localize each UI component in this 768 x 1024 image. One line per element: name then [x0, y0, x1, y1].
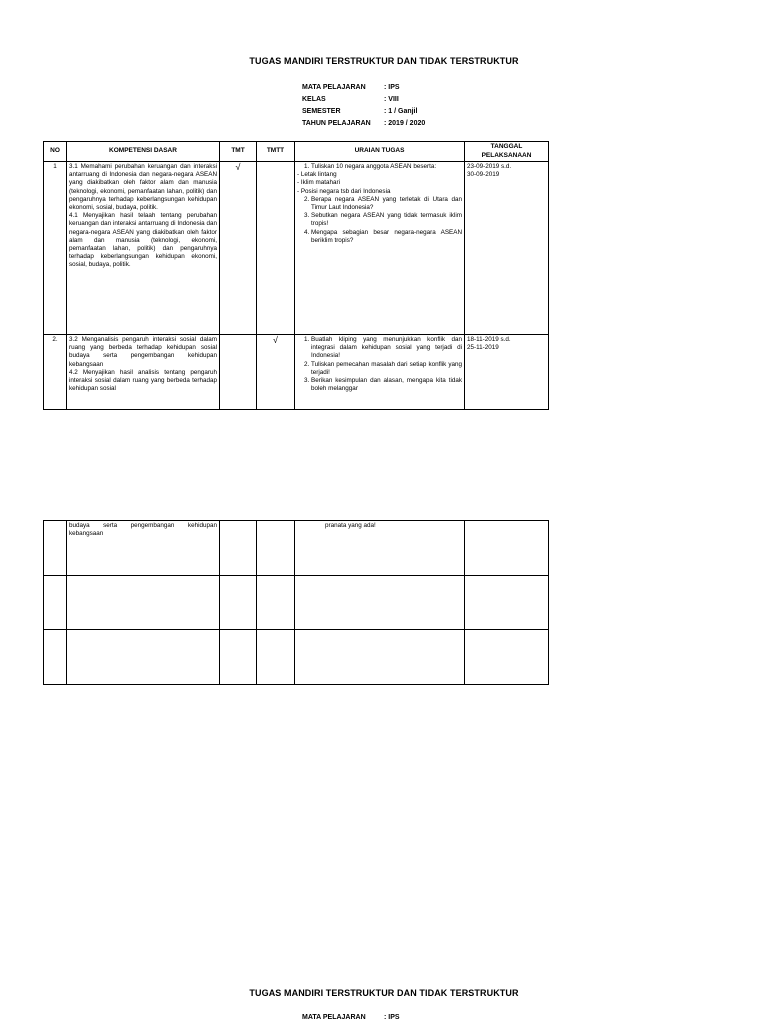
header-no: NO — [44, 142, 67, 162]
tmt-cell — [220, 335, 257, 410]
row-number — [44, 576, 67, 630]
kompetensi-dasar-cell — [67, 335, 220, 410]
table-row — [44, 630, 549, 685]
tmt-cell — [220, 162, 257, 335]
task-item — [300, 163, 462, 196]
kd-text: 4.2 Menyajikan hasil analisis tentang pengaruh interaksi sosial dalam ruang yang berbeda terhadap kehidupan sosial — [69, 368, 217, 393]
date-end: 30-09-2019 — [467, 171, 500, 179]
kd-text: 3.2 Menganalisis pengaruh interaksi sosial dalam ruang yang berbeda terhadap kehidupan sosial budaya serta pengembangan kehidupan kebangsaan — [69, 336, 217, 368]
tmt-cell — [220, 630, 257, 685]
table-row — [44, 162, 549, 335]
date-start: 23-09-2019 s.d. — [467, 163, 512, 170]
kd-text: 4.1 Menyajikan hasil telaah tentang perubahan keruangan dan interaksi antarruang di Indonesia dan negara-negara ASEAN yang diakibatkan oleh faktor alam dan manusia (teknologi, ekonomi, pemanfaatan lahan, politik) dan pengaruhnya terhadap keberlangsungan kehidupan ekonomi, sosial, budaya, politik. — [69, 212, 217, 269]
task-item: 2. Tuliskan pemecahan masalah dari setiap konflik yang terjadi! — [311, 361, 462, 377]
meta-row-year — [302, 118, 425, 130]
task-text: Tuliskan 10 negara anggota ASEAN beserta: — [311, 163, 437, 170]
meta-value: : IPS — [384, 84, 400, 91]
continuation-table — [43, 520, 549, 685]
task-item: 1. Buatlah kliping yang menunjukkan konflik dan integrasi dalam kehidupan sosial yang terjadi di Indonesia! — [311, 336, 462, 361]
header-uraian-tugas: URAIAN TUGAS — [295, 142, 465, 162]
uraian-tugas-cell — [295, 162, 465, 335]
task-item: 2. Berapa negara ASEAN yang terletak di Utara dan Timur Laut Indonesia? — [311, 196, 462, 212]
meta-value: : 1 / Ganjil — [384, 108, 418, 115]
tmtt-cell — [257, 162, 295, 335]
tanggal-cell — [465, 521, 549, 576]
header-tanggal: TANGGAL PELAKSANAAN — [465, 142, 549, 162]
tmt-cell — [220, 521, 257, 576]
meta-key: MATA PELAJARAN — [302, 84, 366, 91]
row-number — [44, 521, 67, 576]
meta-key: KELAS — [302, 96, 326, 103]
row-number: 2. — [44, 335, 67, 410]
meta-key: TAHUN PELAJARAN — [302, 120, 371, 127]
table-row — [44, 521, 549, 576]
sub-item: - Letak lintang — [297, 171, 462, 179]
meta-value: : VIII — [384, 96, 399, 103]
meta-row-subject — [302, 82, 425, 94]
header-tmt: TMT — [220, 142, 257, 162]
page2-metadata-block — [302, 1012, 400, 1024]
table-row — [44, 335, 549, 410]
meta-key: MATA PELAJARAN — [302, 1014, 366, 1021]
sub-item: - Iklim matahari — [297, 179, 462, 187]
task-item: 4. Mengapa sebagian besar negara-negara ASEAN beriklim tropis? — [311, 229, 462, 245]
check-mark-icon: √ — [235, 162, 241, 172]
tmtt-cell — [257, 576, 295, 630]
tmt-cell — [220, 576, 257, 630]
meta-key: SEMESTER — [302, 108, 341, 115]
meta-row-subject — [302, 1012, 400, 1024]
uraian-tugas-cell — [295, 630, 465, 685]
task-item: 3. Sebutkan negara ASEAN yang tidak termasuk iklim tropis! — [311, 212, 462, 228]
meta-row-semester — [302, 106, 425, 118]
tanggal-cell — [465, 576, 549, 630]
row-number: 1 — [44, 162, 67, 335]
tmtt-cell — [257, 521, 295, 576]
table-row — [44, 576, 549, 630]
tanggal-cell — [465, 335, 549, 410]
uraian-tugas-cell — [295, 521, 465, 576]
kompetensi-dasar-cell — [67, 630, 220, 685]
header-tmtt: TMTT — [257, 142, 295, 162]
kompetensi-dasar-cell — [67, 576, 220, 630]
meta-value: : IPS — [384, 1014, 400, 1021]
page2-document-title: TUGAS MANDIRI TERSTRUKTUR DAN TIDAK TERSTRUKTUR — [249, 988, 519, 998]
header-kompetensi-dasar: KOMPETENSI DASAR — [67, 142, 220, 162]
meta-row-class — [302, 94, 425, 106]
task-table — [43, 141, 549, 410]
date-end: 25-11-2019 — [467, 344, 499, 352]
kd-text: 3.1 Memahami perubahan keruangan dan interaksi antarruang di Indonesia dan negara-negara ASEAN yang diakibatkan oleh faktor alam dan manusia (teknologi, ekonomi, pemanfaatan lahan, politik) dan pengaruhnya terhadap keberlangsungan kehidupan ekonomi, sosial, budaya, politik. — [69, 163, 217, 212]
check-mark-icon: √ — [273, 335, 278, 345]
document-title: TUGAS MANDIRI TERSTRUKTUR DAN TIDAK TERSTRUKTUR — [249, 56, 519, 66]
tmtt-cell — [257, 630, 295, 685]
tmtt-cell — [257, 335, 295, 410]
table-header-row — [44, 142, 549, 162]
metadata-block — [302, 82, 425, 130]
sub-item: - Posisi negara tsb dari Indonesia — [297, 188, 462, 196]
uraian-tugas-cell — [295, 335, 465, 410]
task-text: pranata yang ada! — [325, 522, 376, 529]
task-item: 3. Berikan kesimpulan dan alasan, mengapa kita tidak boleh melanggar — [311, 377, 462, 393]
kompetensi-dasar-cell: budaya serta pengembangan kehidupan kebangsaan — [67, 521, 220, 576]
tanggal-cell — [465, 630, 549, 685]
meta-value: : 2019 / 2020 — [384, 120, 426, 127]
kompetensi-dasar-cell — [67, 162, 220, 335]
date-start: 18-11-2019 s.d. — [467, 336, 511, 343]
uraian-tugas-cell — [295, 576, 465, 630]
tanggal-cell — [465, 162, 549, 335]
row-number — [44, 630, 67, 685]
